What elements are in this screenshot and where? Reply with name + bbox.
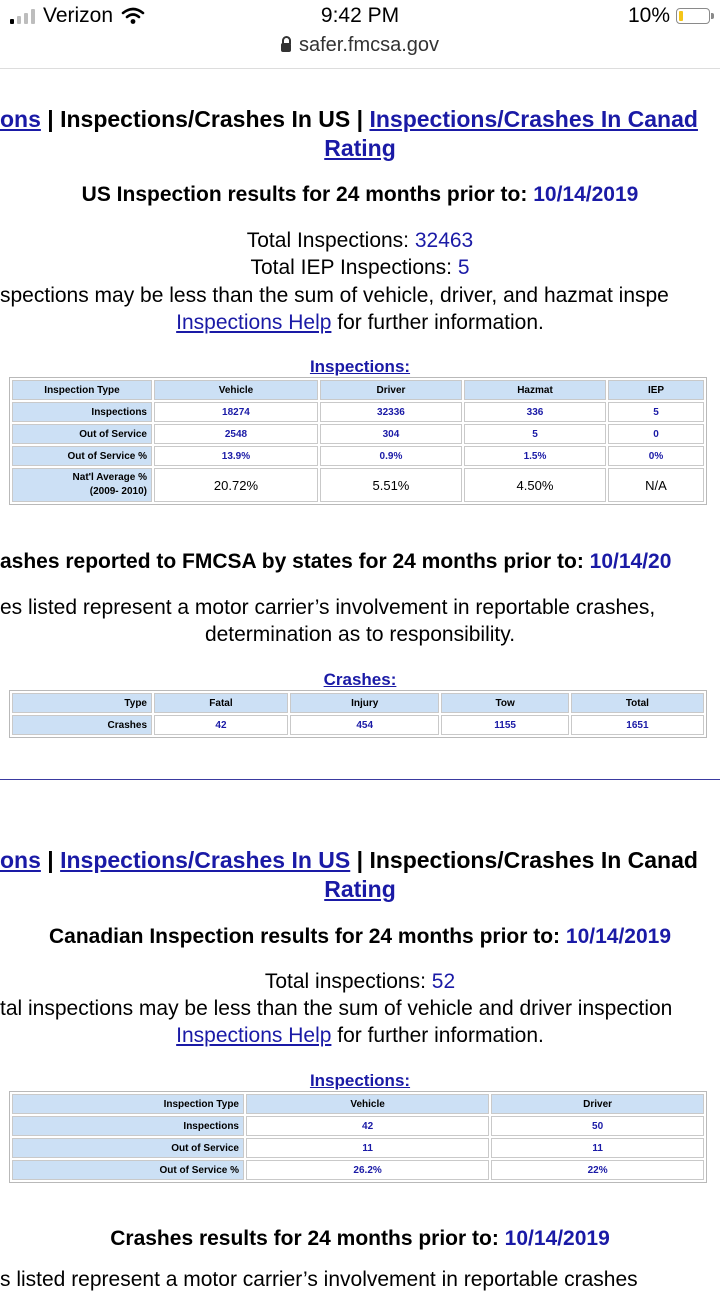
- table-cell: 26.2%: [246, 1160, 489, 1180]
- table-header: Type: [12, 693, 152, 713]
- inspections-help-link[interactable]: Inspections Help: [176, 1024, 332, 1047]
- table-cell: 11: [246, 1138, 489, 1158]
- crash-heading-date: 10/14/2019: [504, 1227, 610, 1250]
- table-cell: 32336: [320, 402, 462, 422]
- us-total-inspections: [0, 227, 720, 254]
- row-label: [12, 468, 152, 502]
- table-header: Driver: [491, 1094, 704, 1114]
- status-time: 9:42 PM: [320, 4, 400, 27]
- us-nav-row: [0, 105, 698, 133]
- table-cell: 42: [246, 1116, 489, 1136]
- table-cell: 5: [608, 402, 704, 422]
- help-suffix: for further information.: [331, 1024, 544, 1047]
- table-cell: 1.5%: [464, 446, 606, 466]
- canada-crash-note: s listed represent a motor carrier’s involvement in reportable crashes: [0, 1268, 638, 1291]
- table-row: [12, 715, 704, 735]
- us-crashes-table: [9, 690, 707, 738]
- table-header: Vehicle: [246, 1094, 489, 1114]
- canada-nav-bar: [0, 846, 720, 906]
- table-header: Total: [571, 693, 704, 713]
- table-cell: 50: [491, 1116, 704, 1136]
- heading-date: 10/14/2019: [533, 183, 639, 206]
- avg-label-line2: (2009- 2010): [89, 486, 147, 497]
- row-label: Out of Service %: [12, 1160, 244, 1180]
- us-inspection-heading: [0, 183, 720, 207]
- us-nav-link-rating[interactable]: Rating: [324, 135, 396, 161]
- table-header: Fatal: [154, 693, 288, 713]
- battery-icon: [676, 8, 710, 24]
- section-divider: [0, 779, 720, 780]
- total-value: 32463: [414, 229, 474, 252]
- table-cell: 5.51%: [320, 468, 462, 502]
- battery-percent: 10%: [627, 4, 670, 27]
- table-header: Tow: [441, 693, 568, 713]
- us-inspections-table: [9, 377, 707, 505]
- table-header-row: [12, 380, 704, 400]
- table-cell: 5: [464, 424, 606, 444]
- us-nav-bar: [0, 105, 720, 165]
- avg-label-line1: Nat'l Average %: [72, 472, 147, 483]
- table-cell: 304: [320, 424, 462, 444]
- row-label: Inspections: [12, 402, 152, 422]
- us-crash-note-line2: determination as to responsibility.: [204, 623, 516, 646]
- heading-date: 10/14/2019: [565, 925, 671, 948]
- row-label: Out of Service %: [12, 446, 152, 466]
- crash-heading-text: ashes reported to FMCSA by states for 24 months prior to:: [0, 550, 590, 573]
- table-header-row: [12, 1094, 704, 1114]
- heading-text: US Inspection results for 24 months prior to:: [81, 183, 534, 206]
- crash-heading-date: 10/14/20: [589, 550, 672, 573]
- canada-nav-current: Inspections/Crashes In Canad: [369, 847, 698, 873]
- canada-nav-link-inspections[interactable]: ons: [0, 847, 41, 873]
- url-text: safer.fmcsa.gov: [298, 34, 440, 56]
- lock-icon: [281, 43, 291, 52]
- url-bar[interactable]: [0, 34, 720, 69]
- table-cell: 13.9%: [154, 446, 318, 466]
- table-cell: 1155: [441, 715, 568, 735]
- row-label: Out of Service: [12, 1138, 244, 1158]
- status-bar: [0, 0, 720, 34]
- table-row: [12, 1116, 704, 1136]
- canada-nav-sep: |: [40, 847, 61, 873]
- table-cell: 0.9%: [320, 446, 462, 466]
- total-label: Total Inspections:: [246, 229, 415, 252]
- table-row: [12, 402, 704, 422]
- canada-note: tal inspections may be less than the sum of vehicle and driver inspection: [0, 997, 673, 1020]
- us-nav-link-canada[interactable]: Inspections/Crashes In Canad: [369, 106, 698, 132]
- status-right: [628, 4, 710, 28]
- table-header: Driver: [320, 380, 462, 400]
- table-row: [12, 1138, 704, 1158]
- table-header: Inspection Type: [12, 1094, 244, 1114]
- canada-nav-link-rating[interactable]: Rating: [324, 876, 396, 902]
- table-row: [12, 424, 704, 444]
- table-cell: 20.72%: [154, 468, 318, 502]
- table-cell: 42: [154, 715, 288, 735]
- heading-text: Canadian Inspection results for 24 months prior to:: [48, 925, 566, 948]
- help-suffix: for further information.: [331, 311, 544, 334]
- table-row: [12, 446, 704, 466]
- table-header: Hazmat: [464, 380, 606, 400]
- table-header-row: [12, 693, 704, 713]
- row-label: Crashes: [12, 715, 152, 735]
- canada-help-line: [0, 1022, 720, 1049]
- table-cell: 18274: [154, 402, 318, 422]
- canada-inspections-table: [9, 1091, 707, 1183]
- us-crashes-caption: Crashes:: [323, 670, 397, 689]
- us-help-line: [0, 309, 720, 336]
- table-cell: 1651: [571, 715, 704, 735]
- total-value: 52: [431, 970, 456, 993]
- crash-heading-text: Crashes results for 24 months prior to:: [110, 1227, 505, 1250]
- table-cell: 336: [464, 402, 606, 422]
- table-row: [12, 1160, 704, 1180]
- canada-nav-sep: |: [350, 847, 370, 873]
- inspections-help-link[interactable]: Inspections Help: [176, 311, 332, 334]
- table-cell: 22%: [491, 1160, 704, 1180]
- us-nav-sep: |: [350, 106, 370, 132]
- us-nav-current: Inspections/Crashes In US: [60, 106, 351, 132]
- table-cell: N/A: [608, 468, 704, 502]
- total-label: Total inspections:: [264, 970, 432, 993]
- table-header: Vehicle: [154, 380, 318, 400]
- table-cell: 0%: [608, 446, 704, 466]
- canada-crash-heading: [0, 1227, 720, 1251]
- row-label: Inspections: [12, 1116, 244, 1136]
- iep-value: 5: [457, 256, 470, 279]
- canada-nav-row: [0, 846, 698, 874]
- table-cell: 0: [608, 424, 704, 444]
- table-header: Injury: [290, 693, 440, 713]
- table-row: [12, 468, 704, 502]
- canada-inspection-heading: [0, 925, 720, 949]
- us-crash-note-line1: es listed represent a motor carrier’s involvement in reportable crashes,: [0, 596, 656, 619]
- table-header: IEP: [608, 380, 704, 400]
- us-note: spections may be less than the sum of vehicle, driver, and hazmat inspe: [0, 284, 669, 307]
- table-header: Inspection Type: [12, 380, 152, 400]
- table-cell: 4.50%: [464, 468, 606, 502]
- table-cell: 2548: [154, 424, 318, 444]
- us-nav-sep: |: [40, 106, 61, 132]
- canada-total-inspections: [0, 968, 720, 995]
- table-cell: 454: [290, 715, 440, 735]
- carrier-name: Verizon: [43, 4, 114, 27]
- us-inspections-caption: Inspections:: [309, 357, 411, 376]
- row-label: Out of Service: [12, 424, 152, 444]
- canada-nav-link-us[interactable]: Inspections/Crashes In US: [60, 847, 351, 873]
- table-cell: 11: [491, 1138, 704, 1158]
- us-nav-link-inspections[interactable]: ons: [0, 106, 41, 132]
- canada-inspections-caption: Inspections:: [309, 1071, 411, 1090]
- us-crash-heading: [0, 550, 720, 574]
- us-total-iep: [0, 254, 720, 281]
- iep-label: Total IEP Inspections:: [250, 256, 458, 279]
